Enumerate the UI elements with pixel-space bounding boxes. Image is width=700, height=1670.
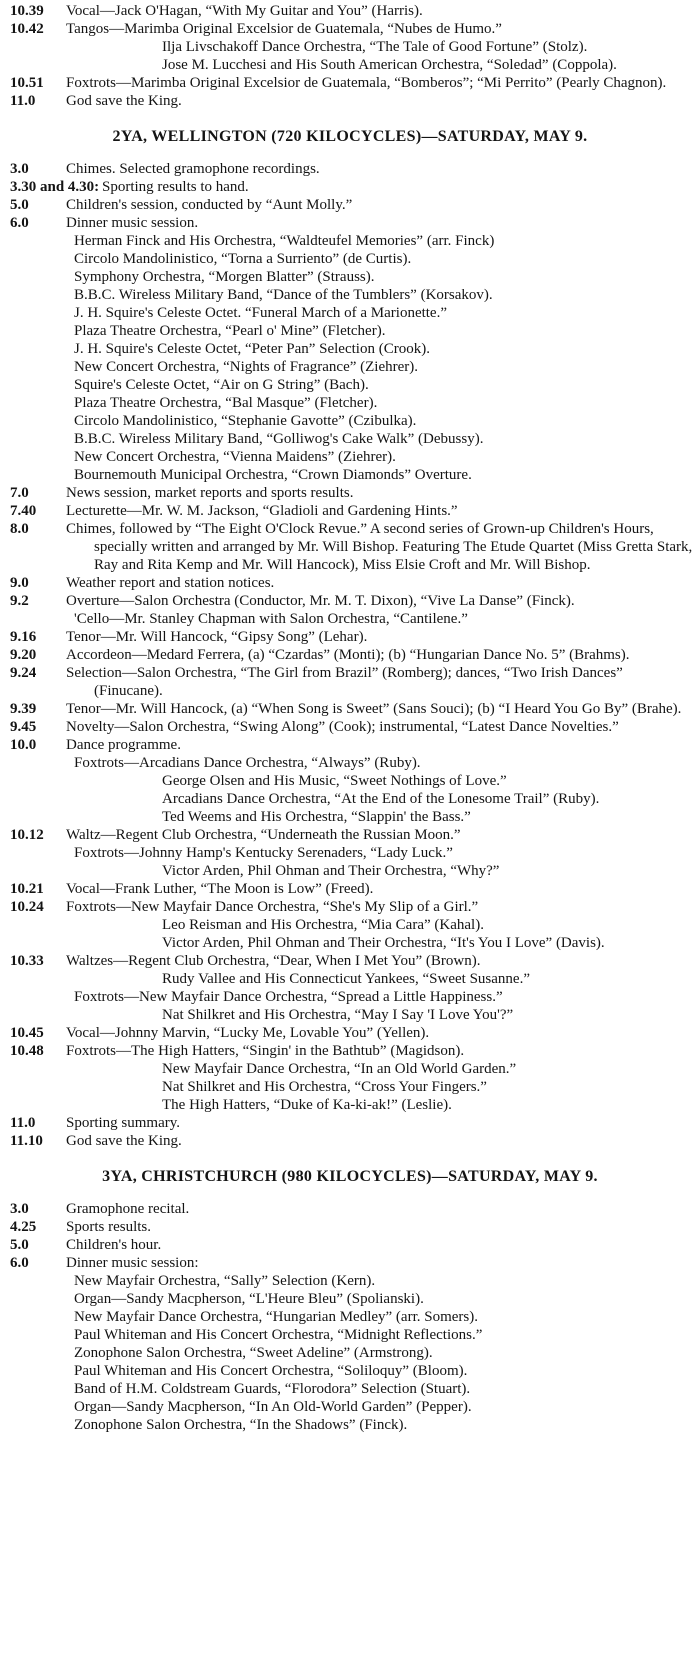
entry-text: Zonophone Salon Orchestra, “Sweet Adeline” (Armstrong). — [74, 1345, 433, 1361]
program-entry — [6, 1380, 694, 1398]
program-entry — [6, 74, 694, 92]
program-entry — [6, 1326, 694, 1344]
entry-time: 9.24 — [10, 665, 37, 681]
program-page — [6, 2, 694, 1434]
program-entry — [6, 1060, 694, 1078]
entry-text: Novelty—Salon Orchestra, “Swing Along” (Cook); instrumental, “Latest Dance Novelties.” — [66, 719, 619, 735]
program-entry — [6, 1416, 694, 1434]
program-entry — [6, 38, 694, 56]
entry-time: 9.16 — [10, 629, 37, 645]
entry-text: Zonophone Salon Orchestra, “In the Shadows” (Finck). — [74, 1417, 408, 1433]
entry-text: Herman Finck and His Orchestra, “Waldteufel Memories” (arr. Finck) — [74, 233, 495, 249]
program-entry — [6, 1236, 694, 1254]
program-entry — [6, 340, 694, 358]
program-entry — [6, 92, 694, 110]
program-entry — [6, 970, 694, 988]
entry-time: 6.0 — [10, 215, 29, 231]
entry-text: J. H. Squire's Celeste Octet, “Peter Pan” Selection (Crook). — [74, 341, 430, 357]
program-entry — [6, 232, 694, 250]
program-entry — [6, 412, 694, 430]
entry-text: Chimes, followed by “The Eight O'Clock Revue.” A second series of Grown-up Children's Hours, specially written and arranged by Mr. Will Bishop. Featuring The Etude Quartet (Miss Gretta Stark, Ray and Rita Kemp and Mr. Will Hancock), Miss Elsie Croft and Mr. Will Bishop. — [66, 521, 693, 573]
entry-text: Foxtrots—Arcadians Dance Orchestra, “Always” (Ruby). — [74, 755, 421, 771]
entry-time: 3.0 — [10, 1201, 29, 1217]
program-entry — [6, 286, 694, 304]
program-entry — [6, 898, 694, 916]
program-entry — [6, 1362, 694, 1380]
entry-text: Circolo Mandolinistico, “Stephanie Gavotte” (Czibulka). — [74, 413, 417, 429]
entry-text: Victor Arden, Phil Ohman and Their Orchestra, “Why?” — [162, 863, 500, 879]
program-entry — [6, 466, 694, 484]
entry-text: Arcadians Dance Orchestra, “At the End of the Lonesome Trail” (Ruby). — [162, 791, 600, 807]
program-entry — [6, 448, 694, 466]
entry-text: Foxtrots—Marimba Original Excelsior de Guatemala, “Bomberos”; “Mi Perrito” (Pearly Chagnon). — [66, 75, 667, 91]
entry-text: 'Cello—Mr. Stanley Chapman with Salon Orchestra, “Cantilene.” — [74, 611, 468, 627]
entry-time: 9.0 — [10, 575, 29, 591]
entry-time: 10.24 — [10, 899, 44, 915]
program-entry — [6, 574, 694, 592]
entry-text: Waltz—Regent Club Orchestra, “Underneath the Russian Moon.” — [66, 827, 461, 843]
entry-time: 10.21 — [10, 881, 44, 897]
entry-text: Sporting results to hand. — [102, 179, 249, 195]
program-entry — [6, 808, 694, 826]
program-entry — [6, 628, 694, 646]
entry-time: 10.12 — [10, 827, 44, 843]
program-entry — [6, 736, 694, 754]
entry-time: 9.2 — [10, 593, 29, 609]
entry-time: 10.0 — [10, 737, 37, 753]
program-entry — [6, 664, 694, 700]
entry-text: Children's session, conducted by “Aunt Molly.” — [66, 197, 353, 213]
entry-time: 5.0 — [10, 197, 29, 213]
entry-time: 6.0 — [10, 1255, 29, 1271]
entry-text: Weather report and station notices. — [66, 575, 275, 591]
entry-text: Paul Whiteman and His Concert Orchestra, “Midnight Reflections.” — [74, 1327, 483, 1343]
program-entry — [6, 718, 694, 736]
program-entry — [6, 1114, 694, 1132]
entry-text: God save the King. — [66, 1133, 182, 1149]
entry-time: 10.42 — [10, 21, 44, 37]
program-entry — [6, 592, 694, 610]
entry-text: Tangos—Marimba Original Excelsior de Guatemala, “Nubes de Humo.” — [66, 21, 502, 37]
program-entry — [6, 880, 694, 898]
program-entry — [6, 214, 694, 232]
program-entry — [6, 304, 694, 322]
program-entry — [6, 196, 694, 214]
entry-time: 5.0 — [10, 1237, 29, 1253]
program-entry — [6, 322, 694, 340]
entry-text: Jose M. Lucchesi and His South American Orchestra, “Soledad” (Coppola). — [162, 57, 617, 73]
entry-text: Paul Whiteman and His Concert Orchestra, “Soliloquy” (Bloom). — [74, 1363, 468, 1379]
entry-text: Foxtrots—Johnny Hamp's Kentucky Serenaders, “Lady Luck.” — [74, 845, 453, 861]
entry-text: George Olsen and His Music, “Sweet Nothings of Love.” — [162, 773, 507, 789]
entry-text: God save the King. — [66, 93, 182, 109]
program-entry — [6, 988, 694, 1006]
entry-text: Nat Shilkret and His Orchestra, “May I Say 'I Love You'?” — [162, 1007, 514, 1023]
entry-text: Lecturette—Mr. W. M. Jackson, “Gladioli and Gardening Hints.” — [66, 503, 458, 519]
entry-text: Children's hour. — [66, 1237, 162, 1253]
program-entry — [6, 430, 694, 448]
entry-text: New Concert Orchestra, “Nights of Fragrance” (Ziehrer). — [74, 359, 419, 375]
program-entry — [6, 826, 694, 844]
entry-text: New Concert Orchestra, “Vienna Maidens” (Ziehrer). — [74, 449, 396, 465]
program-entry — [6, 700, 694, 718]
entry-text: Vocal—Jack O'Hagan, “With My Guitar and You” (Harris). — [66, 3, 423, 19]
program-entry — [6, 1006, 694, 1024]
entry-text: Foxtrots—New Mayfair Dance Orchestra, “She's My Slip of a Girl.” — [66, 899, 479, 915]
entry-time: 9.20 — [10, 647, 37, 663]
entry-time: 11.0 — [10, 93, 36, 109]
entry-time: 3.0 — [10, 161, 29, 177]
entry-text: Band of H.M. Coldstream Guards, “Florodora” Selection (Stuart). — [74, 1381, 471, 1397]
entry-text: Tenor—Mr. Will Hancock, “Gipsy Song” (Lehar). — [66, 629, 368, 645]
program-entry — [6, 844, 694, 862]
entry-text: Overture—Salon Orchestra (Conductor, Mr. M. T. Dixon), “Vive La Danse” (Finck). — [66, 593, 575, 609]
program-entry — [6, 952, 694, 970]
program-entry — [6, 358, 694, 376]
entry-time: 4.25 — [10, 1219, 37, 1235]
entry-time: 11.0 — [10, 1115, 36, 1131]
program-entry — [6, 268, 694, 286]
wellington-heading: 2YA, WELLINGTON (720 KILOCYCLES)—SATURDAY, MAY 9. — [112, 128, 588, 145]
entry-text: Waltzes—Regent Club Orchestra, “Dear, When I Met You” (Brown). — [66, 953, 481, 969]
program-entry — [6, 1042, 694, 1060]
program-entry — [6, 376, 694, 394]
entry-text: Leo Reisman and His Orchestra, “Mia Cara” (Kahal). — [162, 917, 484, 933]
program-entry — [6, 1254, 694, 1272]
entry-text: Rudy Vallee and His Connecticut Yankees, “Sweet Susanne.” — [162, 971, 530, 987]
entry-text: Dinner music session. — [66, 215, 199, 231]
program-entry — [6, 394, 694, 412]
christchurch-heading: 3YA, CHRISTCHURCH (980 KILOCYCLES)—SATURDAY, MAY 9. — [102, 1168, 598, 1185]
entry-text: Plaza Theatre Orchestra, “Pearl o' Mine” (Fletcher). — [74, 323, 386, 339]
entry-text: New Mayfair Orchestra, “Sally” Selection (Kern). — [74, 1273, 376, 1289]
entry-time: 10.51 — [10, 75, 44, 91]
program-entry — [6, 1200, 694, 1218]
program-entry — [6, 610, 694, 628]
program-entry — [6, 1218, 694, 1236]
entry-text: Gramophone recital. — [66, 1201, 190, 1217]
entry-time: 11.10 — [10, 1133, 43, 1149]
program-entry — [6, 1132, 694, 1150]
entry-text: Symphony Orchestra, “Morgen Blatter” (Strauss). — [74, 269, 375, 285]
entry-text: Vocal—Frank Luther, “The Moon is Low” (Freed). — [66, 881, 374, 897]
program-entry — [6, 1078, 694, 1096]
program-entry — [6, 1096, 694, 1114]
program-entry — [6, 772, 694, 790]
program-entry — [6, 790, 694, 808]
program-entry — [6, 2, 694, 20]
entry-text: New Mayfair Dance Orchestra, “In an Old World Garden.” — [162, 1061, 517, 1077]
entry-text: Chimes. Selected gramophone recordings. — [66, 161, 320, 177]
program-entry — [6, 250, 694, 268]
program-entry — [6, 754, 694, 772]
entry-text: B.B.C. Wireless Military Band, “Golliwog's Cake Walk” (Debussy). — [74, 431, 484, 447]
program-entry — [6, 1272, 694, 1290]
entry-text: Bournemouth Municipal Orchestra, “Crown Diamonds” Overture. — [74, 467, 472, 483]
program-entry — [6, 916, 694, 934]
entry-text: J. H. Squire's Celeste Octet. “Funeral March of a Marionette.” — [74, 305, 448, 321]
wellington-section — [6, 160, 694, 1150]
entry-text: Ilja Livschakoff Dance Orchestra, “The Tale of Good Fortune” (Stolz). — [162, 39, 588, 55]
entry-time: 3.30 and 4.30: — [10, 179, 100, 195]
entry-text: Accordeon—Medard Ferrera, (a) “Czardas” (Monti); (b) “Hungarian Dance No. 5” (Brahms). — [66, 647, 630, 663]
entry-time: 8.0 — [10, 521, 29, 537]
entry-time: 7.0 — [10, 485, 29, 501]
program-entry — [6, 160, 694, 178]
entry-text: Victor Arden, Phil Ohman and Their Orchestra, “It's You I Love” (Davis). — [162, 935, 605, 951]
program-entry — [6, 646, 694, 664]
program-entry — [6, 934, 694, 952]
entry-text: Dinner music session: — [66, 1255, 199, 1271]
entry-time: 10.39 — [10, 3, 44, 19]
entry-time: 10.33 — [10, 953, 44, 969]
top-section — [6, 2, 694, 110]
program-entry — [6, 178, 694, 196]
entry-text: New Mayfair Dance Orchestra, “Hungarian Medley” (arr. Somers). — [74, 1309, 478, 1325]
entry-text: Dance programme. — [66, 737, 181, 753]
entry-text: Organ—Sandy Macpherson, “In An Old-World Garden” (Pepper). — [74, 1399, 472, 1415]
entry-text: Plaza Theatre Orchestra, “Bal Masque” (Fletcher). — [74, 395, 378, 411]
program-entry — [6, 1344, 694, 1362]
program-entry — [6, 502, 694, 520]
program-entry — [6, 1024, 694, 1042]
entry-text: Circolo Mandolinistico, “Torna a Surriento” (de Curtis). — [74, 251, 412, 267]
program-entry — [6, 1290, 694, 1308]
program-entry — [6, 20, 694, 38]
entry-text: Squire's Celeste Octet, “Air on G String” (Bach). — [74, 377, 369, 393]
program-entry — [6, 520, 694, 574]
entry-text: Sports results. — [66, 1219, 152, 1235]
entry-text: B.B.C. Wireless Military Band, “Dance of the Tumblers” (Korsakov). — [74, 287, 493, 303]
entry-time: 10.45 — [10, 1025, 44, 1041]
entry-text: Foxtrots—New Mayfair Dance Orchestra, “Spread a Little Happiness.” — [74, 989, 503, 1005]
entry-text: Ted Weems and His Orchestra, “Slappin' the Bass.” — [162, 809, 471, 825]
entry-text: Tenor—Mr. Will Hancock, (a) “When Song is Sweet” (Sans Souci); (b) “I Heard You Go By” (Brahe). — [66, 701, 682, 717]
entry-text: Foxtrots—The High Hatters, “Singin' in the Bathtub” (Magidson). — [66, 1043, 465, 1059]
entry-time: 10.48 — [10, 1043, 44, 1059]
entry-text: Vocal—Johnny Marvin, “Lucky Me, Lovable You” (Yellen). — [66, 1025, 430, 1041]
program-entry — [6, 1308, 694, 1326]
entry-text: Selection—Salon Orchestra, “The Girl from Brazil” (Romberg); dances, “Two Irish Dances” (Finucane). — [66, 665, 623, 699]
program-entry — [6, 1398, 694, 1416]
program-entry — [6, 56, 694, 74]
entry-time: 9.39 — [10, 701, 37, 717]
entry-text: Organ—Sandy Macpherson, “L'Heure Bleu” (Spolianski). — [74, 1291, 424, 1307]
program-entry — [6, 862, 694, 880]
entry-text: Nat Shilkret and His Orchestra, “Cross Your Fingers.” — [162, 1079, 487, 1095]
entry-text: Sporting summary. — [66, 1115, 181, 1131]
entry-time: 7.40 — [10, 503, 37, 519]
entry-text: News session, market reports and sports results. — [66, 485, 354, 501]
christchurch-section — [6, 1200, 694, 1434]
entry-time: 9.45 — [10, 719, 37, 735]
program-entry — [6, 484, 694, 502]
entry-text: The High Hatters, “Duke of Ka-ki-ak!” (Leslie). — [162, 1097, 452, 1113]
